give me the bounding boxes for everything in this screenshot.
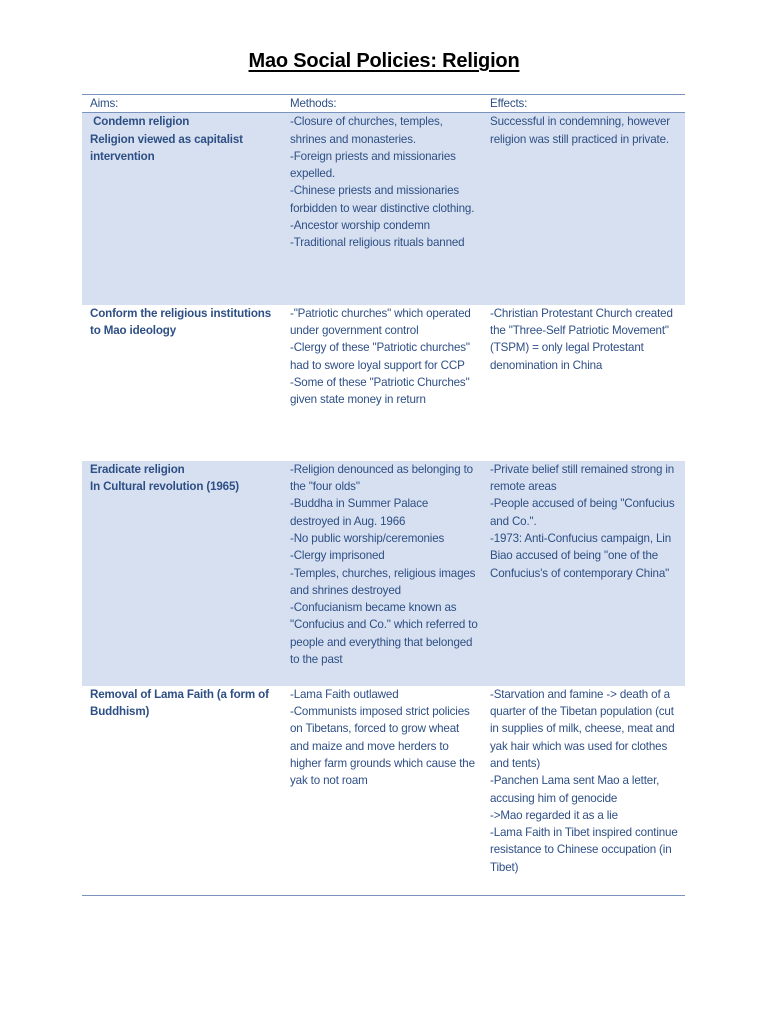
cell-line: -Panchen Lama sent Mao a letter, accusing him of genocide — [490, 774, 663, 805]
effects-cell — [482, 305, 685, 461]
cell-line: -Communists imposed strict policies on Tibetans, forced to grow wheat and maize and move herders to higher farm grounds which cause the yak to not roam — [290, 705, 478, 788]
cell-line: -Chinese priests and missionaries forbidden to wear distinctive clothing. — [290, 184, 475, 215]
cell-line: ->Mao regarded it as a lie — [490, 808, 618, 822]
cell-line: -Confucianism became known as "Confucius and Co." which referred to people and everything that belonged to the past — [290, 601, 481, 667]
methods-cell — [282, 686, 482, 896]
cell-line: -No public worship/ceremonies — [290, 531, 445, 545]
effects-cell — [482, 461, 685, 686]
aim-cell — [82, 305, 282, 461]
cell-line: -Lama Faith in Tibet inspired continue resistance to Chinese occupation (in Tibet) — [490, 826, 681, 874]
cell-line: -Private belief still remained strong in remote areas — [490, 462, 678, 494]
table-row — [82, 461, 685, 686]
aim-cell — [82, 113, 282, 305]
table-row — [82, 113, 685, 305]
effects-cell — [482, 686, 685, 896]
cell-line: -Some of these "Patriotic Churches" given state money in return — [290, 375, 473, 407]
cell-line: -Religion denounced as belonging to the "four olds" — [290, 462, 477, 494]
cell-line: -Starvation and famine -> death of a quarter of the Tibetan population (cut in supplies of milk, cheese, meat and yak hair which was used for clothes and tents) — [490, 687, 678, 770]
methods-cell — [282, 113, 482, 305]
cell-line: -Clergy of these "Patriotic churches" had to swore loyal support for CCP — [290, 341, 473, 372]
cell-line: -Clergy imprisoned — [290, 549, 385, 563]
header-effects: Effects: — [482, 95, 685, 113]
cell-line: Removal of Lama Faith (a form of Buddhism) — [90, 687, 272, 719]
cell-line: -Christian Protestant Church created the "Three-Self Patriotic Movement" (TSPM) = only legal Protestant denomination in China — [490, 306, 676, 372]
cell-line: -Temples, churches, religious images and shrines destroyed — [290, 566, 479, 597]
policy-table — [82, 94, 685, 896]
cell-line: -Ancestor worship condemn — [290, 219, 430, 233]
methods-cell — [282, 461, 482, 686]
aim-cell — [82, 461, 282, 686]
aim-cell — [82, 686, 282, 896]
cell-line: -"Patriotic churches" which operated under government control — [290, 306, 474, 338]
cell-line: -Buddha in Summer Palace destroyed in Aug. 1966 — [290, 497, 432, 528]
cell-line: Eradicate religion — [90, 462, 185, 476]
cell-line: -Foreign priests and missionaries expelled. — [290, 149, 459, 181]
cell-line: Condemn religion — [90, 115, 190, 129]
table-header-row — [82, 95, 685, 113]
cell-line: -1973: Anti-Confucius campaign, Lin Biao accused of being "one of the Confucius's of contemporary China" — [490, 531, 675, 580]
table-row — [82, 686, 685, 896]
cell-line: Religion viewed as capitalist intervention — [90, 132, 246, 163]
cell-line: -People accused of being "Confucius and Co.". — [490, 497, 678, 528]
cell-line: -Traditional religious rituals banned — [290, 236, 465, 250]
cell-line: -Closure of churches, temples, shrines and monasteries. — [290, 115, 446, 146]
cell-line: Conform the religious institutions to Mao ideology — [90, 306, 275, 338]
table-row — [82, 305, 685, 461]
cell-line: In Cultural revolution (1965) — [90, 480, 239, 494]
methods-cell — [282, 305, 482, 461]
page-title: Mao Social Policies: Religion — [248, 50, 520, 72]
header-methods: Methods: — [282, 95, 482, 113]
cell-line: Successful in condemning, however religion was still practiced in private. — [490, 115, 674, 146]
cell-line: -Lama Faith outlawed — [290, 687, 399, 701]
header-aims: Aims: — [82, 95, 282, 113]
effects-cell — [482, 113, 685, 305]
